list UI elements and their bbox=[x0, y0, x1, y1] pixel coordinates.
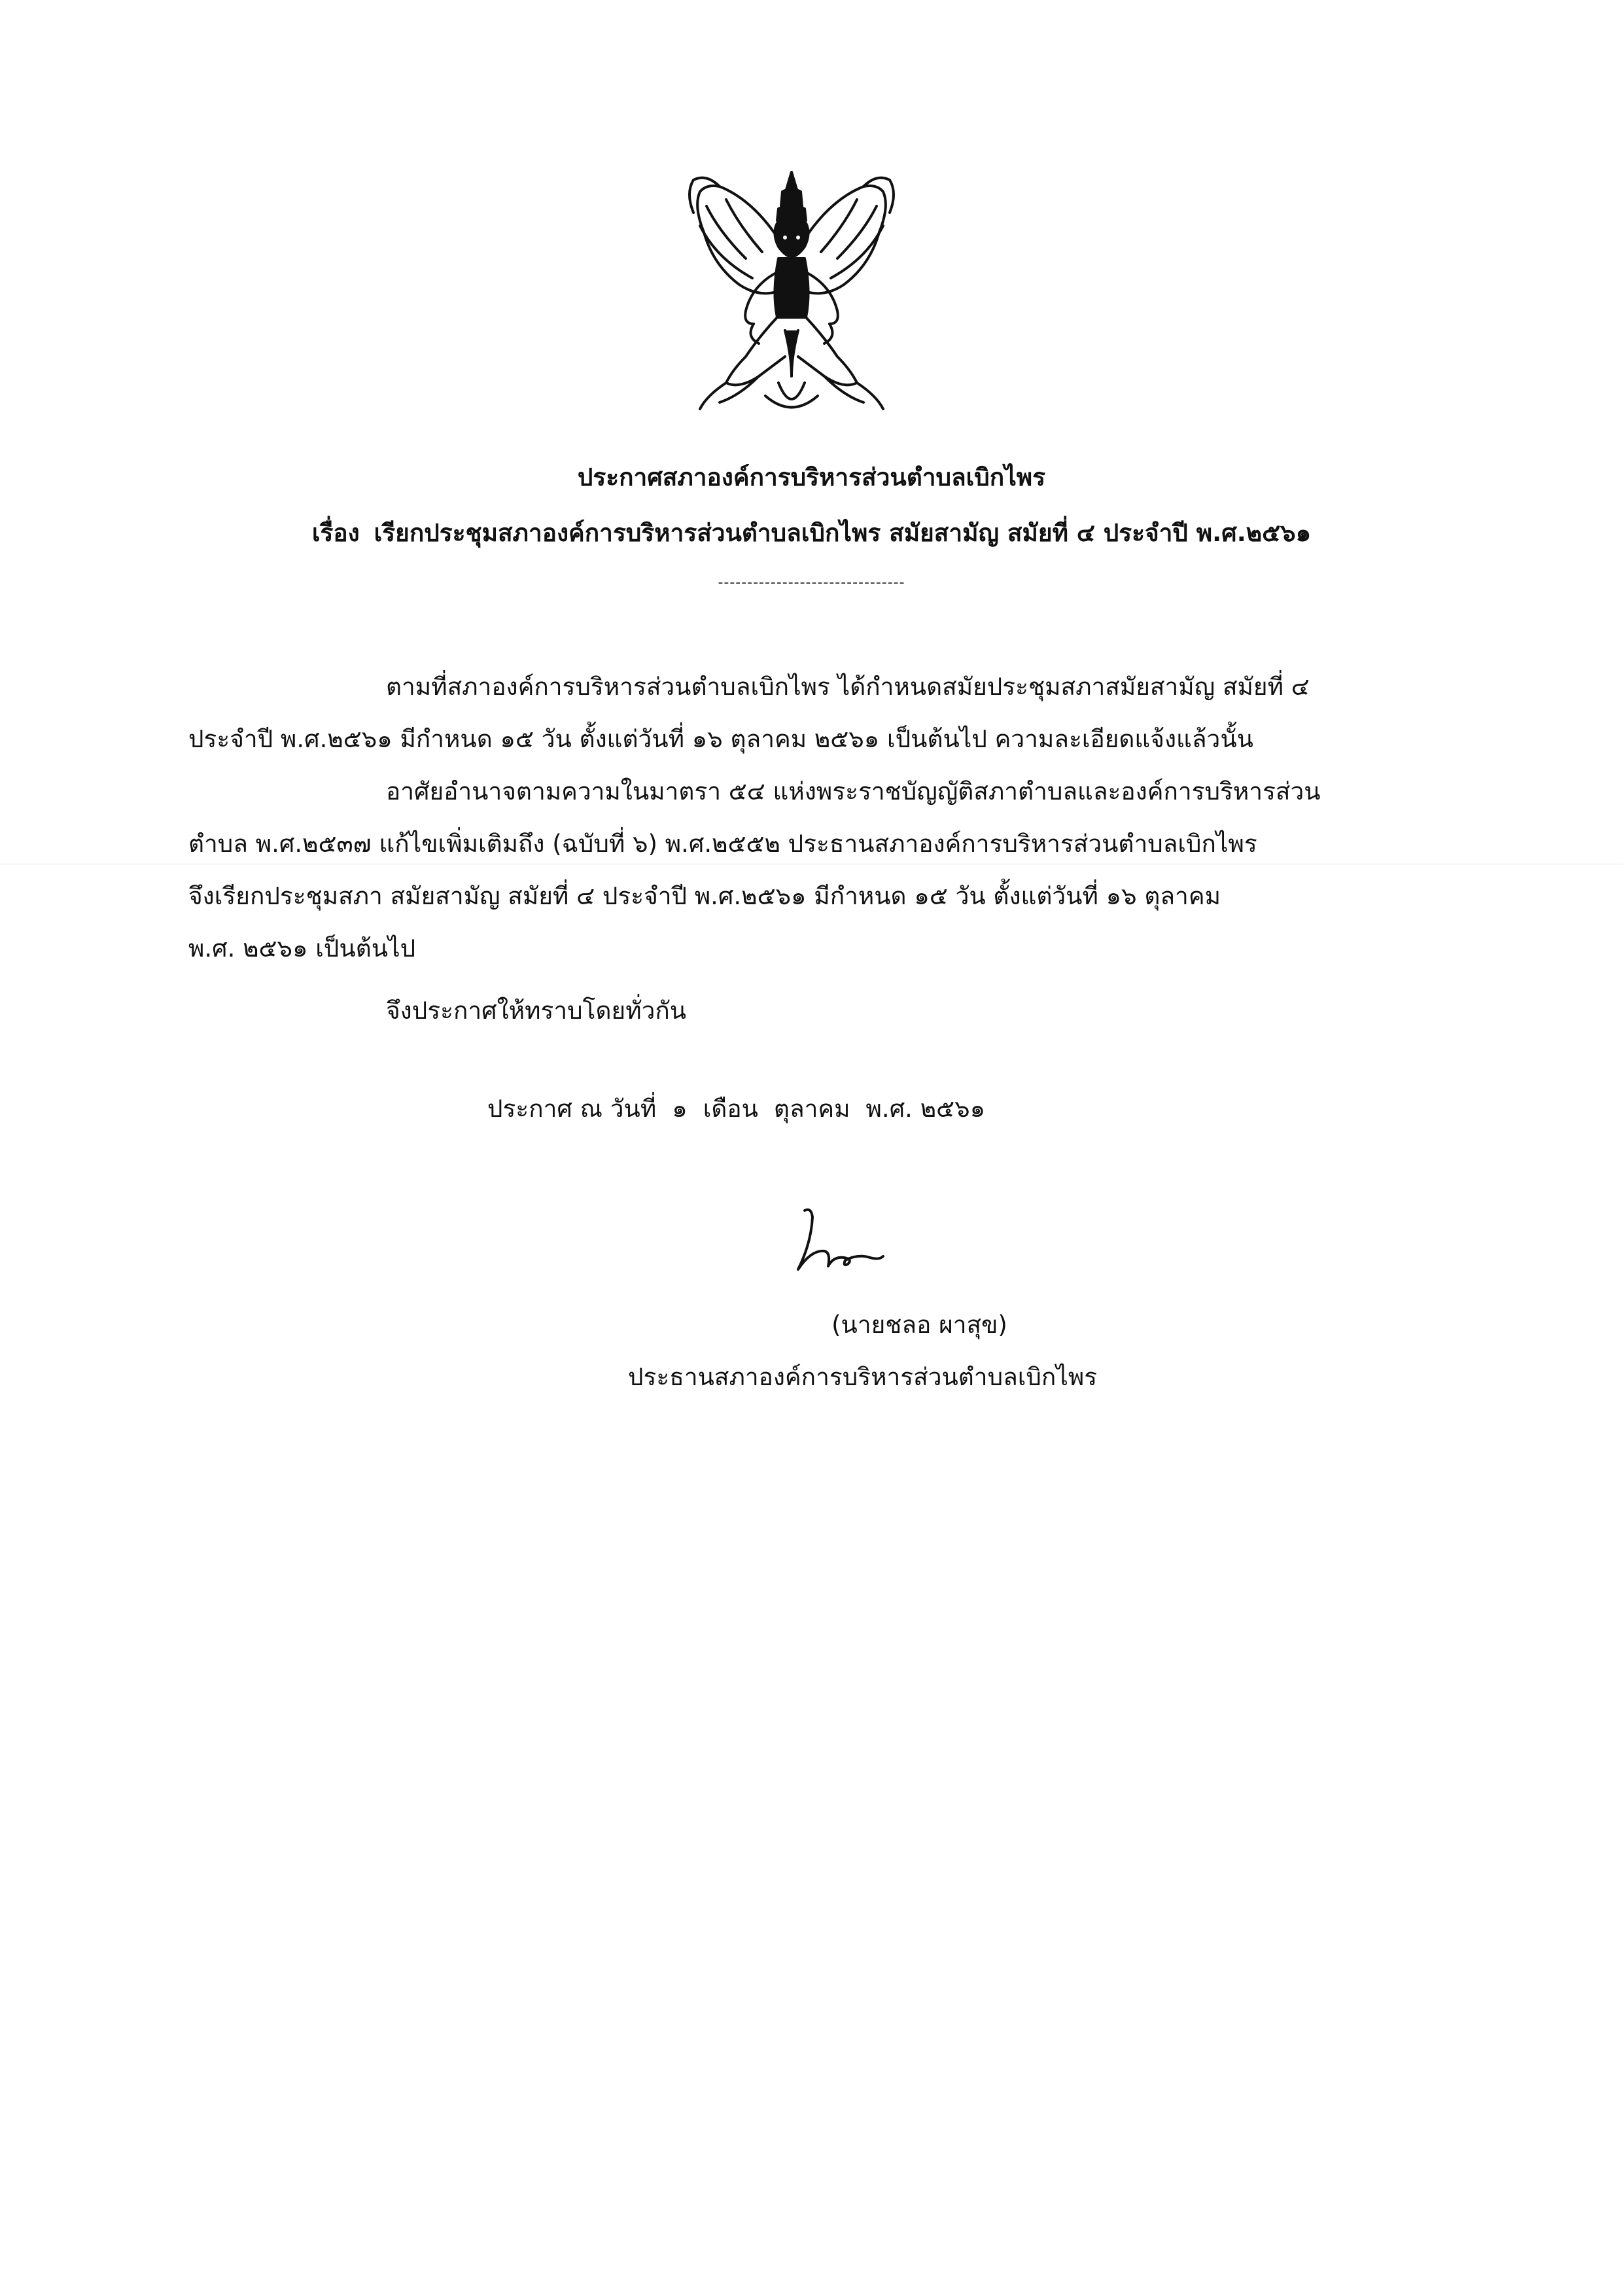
paragraph-2-line-2: ตำบล พ.ศ.๒๕๓๗ แก้ไขเพิ่มเติมถึง (ฉบับที่ ๖) พ.ศ.๒๕๕๒ ประธานสภาองค์การบริหารส่วนตำบลเบิกไพร bbox=[188, 830, 1257, 858]
announcement-year: พ.ศ. ๒๕๖๑ bbox=[865, 1095, 986, 1123]
announcement-month: ตุลาคม bbox=[773, 1095, 850, 1123]
paragraph-2-line-4: พ.ศ. ๒๕๖๑ เป็นต้นไป bbox=[188, 934, 416, 963]
document-subject bbox=[0, 517, 1623, 550]
subject-text: เรียกประชุมสภาองค์การบริหารส่วนตำบลเบิกไพร สมัยสามัญ สมัยที่ ๔ ประจำปี พ.ศ.๒๕๖๑ bbox=[374, 519, 1312, 547]
signer-name: (นายชลอ ผาสุข) bbox=[831, 1311, 1007, 1339]
paragraph-2-line-1: อาศัยอำนาจตามความในมาตรา ๕๔ แห่งพระราชบัญญัติสภาตำบลและองค์การบริหารส่วน bbox=[386, 777, 1321, 805]
paragraph-1-line-1: ตามที่สภาองค์การบริหารส่วนตำบลเบิกไพร ได้กำหนดสมัยประชุมสภาสมัยสามัญ สมัยที่ ๔ bbox=[386, 673, 1310, 701]
signer-position: ประธานสภาองค์การบริหารส่วนตำบลเบิกไพร bbox=[628, 1363, 1098, 1391]
title-divider: -------------------------------- bbox=[718, 574, 905, 591]
announcement-date bbox=[487, 1093, 985, 1125]
paragraph-1-line-2: ประจำปี พ.ศ.๒๕๖๑ มีกำหนด ๑๕ วัน ตั้งแต่วันที่ ๑๖ ตุลาคม ๒๕๖๑ เป็นต้นไป ความละเอียดแจ้งแล้วนั้น bbox=[188, 725, 1253, 753]
closing-statement: จึงประกาศให้ทราบโดยทั่วกัน bbox=[386, 997, 687, 1025]
announcement-day: ๑ bbox=[672, 1095, 688, 1123]
announcement-month-label: เดือน bbox=[703, 1095, 758, 1123]
signature-mark bbox=[785, 1204, 916, 1282]
announcement-prefix: ประกาศ ณ วันที่ bbox=[487, 1095, 657, 1123]
document-title: ประกาศสภาองค์การบริหารส่วนตำบลเบิกไพร bbox=[577, 463, 1046, 491]
subject-label: เรื่อง bbox=[311, 519, 360, 547]
garuda-emblem-icon bbox=[680, 160, 903, 422]
paragraph-2-line-3: จึงเรียกประชุมสภา สมัยสามัญ สมัยที่ ๔ ประจำปี พ.ศ.๒๕๖๑ มีกำหนด ๑๕ วัน ตั้งแต่วันที่ ๑๖ ตุลาคม bbox=[188, 882, 1221, 910]
